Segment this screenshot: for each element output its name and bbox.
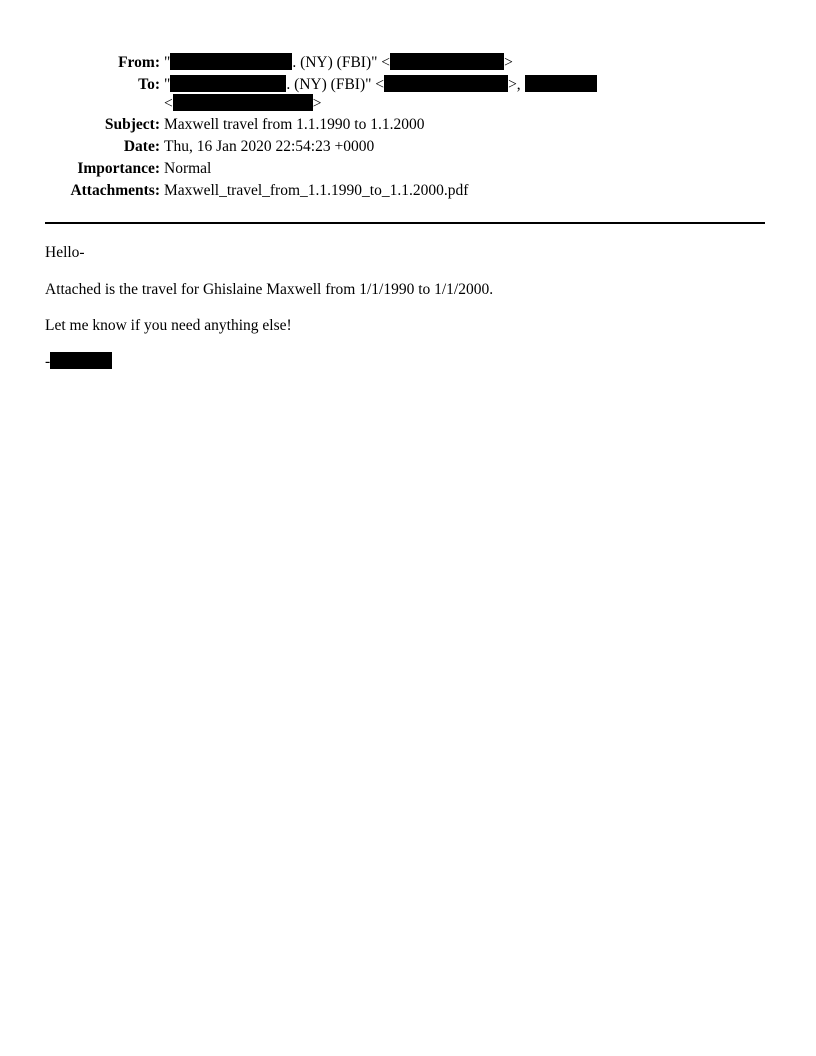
to-name-suffix: . (NY) (FBI)" < <box>286 76 385 93</box>
subject-value: Maxwell travel from 1.1.1990 to 1.1.2000 <box>164 116 425 133</box>
from-value <box>164 52 513 74</box>
subject-label: Subject: <box>104 116 160 133</box>
to-row <box>0 74 816 114</box>
header-divider <box>45 222 765 224</box>
redaction-bar <box>173 94 313 111</box>
message-line-attached: Attached is the travel for Ghislaine Maxwell from 1/1/1990 to 1/1/2000. <box>45 281 494 298</box>
date-label: Date: <box>123 138 160 155</box>
redaction-bar <box>170 75 286 92</box>
redaction-bar <box>170 53 292 70</box>
attachments-label: Attachments: <box>70 182 160 199</box>
to-value-line2 <box>164 93 322 115</box>
redaction-bar <box>390 53 504 70</box>
from-row <box>0 52 816 74</box>
redaction-bar <box>384 75 508 92</box>
to-quote: " <box>164 76 171 93</box>
from-quote: " <box>164 54 171 71</box>
importance-value: Normal <box>164 160 212 177</box>
signoff-dash: - <box>45 353 51 370</box>
to-separator: >, <box>508 76 521 93</box>
to-label: To: <box>138 76 160 93</box>
attachments-row <box>0 180 816 202</box>
to-line2-open: < <box>164 95 173 112</box>
to-line2-close: > <box>312 95 322 112</box>
email-header <box>0 52 816 202</box>
importance-row <box>0 158 816 180</box>
redaction-bar <box>525 75 597 92</box>
from-close: > <box>504 54 513 71</box>
date-row <box>0 136 816 158</box>
from-label: From: <box>118 54 160 71</box>
message-signoff <box>45 352 112 371</box>
from-name-suffix: . (NY) (FBI)" < <box>292 54 391 71</box>
message-greeting: Hello- <box>45 244 85 261</box>
redaction-bar <box>50 352 112 369</box>
message-line-closing: Let me know if you need anything else! <box>45 317 292 334</box>
date-value: Thu, 16 Jan 2020 22:54:23 +0000 <box>164 138 375 155</box>
attachment-filename[interactable]: Maxwell_travel_from_1.1.1990_to_1.1.2000.pdf <box>164 182 469 199</box>
importance-label: Importance: <box>77 160 160 177</box>
subject-row <box>0 114 816 136</box>
